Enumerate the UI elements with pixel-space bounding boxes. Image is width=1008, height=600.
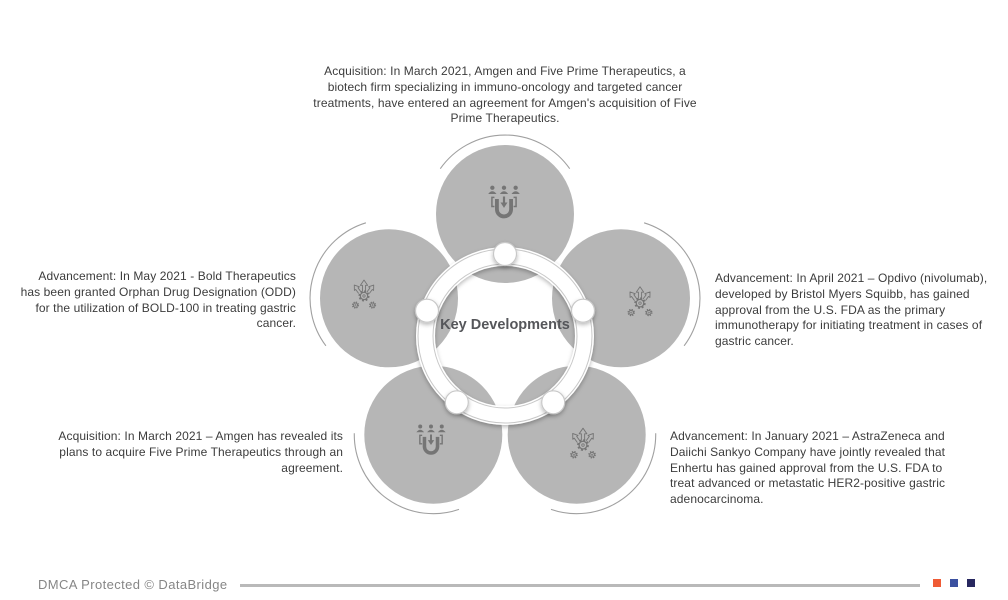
- note-bottom-right-advancement: Advancement: In January 2021 – AstraZeneca and Daiichi Sankyo Company have jointly revealed that Enhertu has gained approval from the U.S. FDA to treat advanced or metastatic HER2-positive gastric adenocarcinoma.: [670, 429, 946, 507]
- note-top-acquisition: Acquisition: In March 2021, Amgen and Five Prime Therapeutics, a biotech firm specializing in immuno-oncology and targeted cancer treatments, have entered an agreement for Amgen's acquisition of Five Prime Therapeutics.: [313, 64, 697, 126]
- note-right-advancement: Advancement: In April 2021 – Opdivo (nivolumab), developed by Bristol Myers Squibb, has gained approval from the U.S. FDA as the primary immunotherapy for initiating treatment in cases of gastric cancer.: [715, 271, 988, 349]
- note-left-advancement: Advancement: In May 2021 - Bold Therapeutics has been granted Orphan Drug Designation (ODD) for the utilization of BOLD-100 in treating gastric cancer.: [20, 269, 296, 331]
- note-bottom-left-acquisition: Acquisition: In March 2021 – Amgen has revealed its plans to acquire Five Prime Therapeutics through an agreement.: [58, 429, 343, 475]
- ring-node-bottom-left: [445, 391, 468, 414]
- footer-accent-square-navy: [967, 579, 975, 587]
- ring-node-right: [572, 299, 595, 322]
- ring-node-top: [494, 243, 517, 266]
- ring-node-left: [416, 299, 439, 322]
- ring-node-bottom-right: [542, 391, 565, 414]
- center-label: Key Developments: [440, 317, 570, 333]
- dmca-watermark: DMCA Protected © DataBridge: [38, 577, 228, 592]
- footer-accent-square-blue: [950, 579, 958, 587]
- footer-divider-line: [240, 584, 920, 587]
- footer-accent-square-orange: [933, 579, 941, 587]
